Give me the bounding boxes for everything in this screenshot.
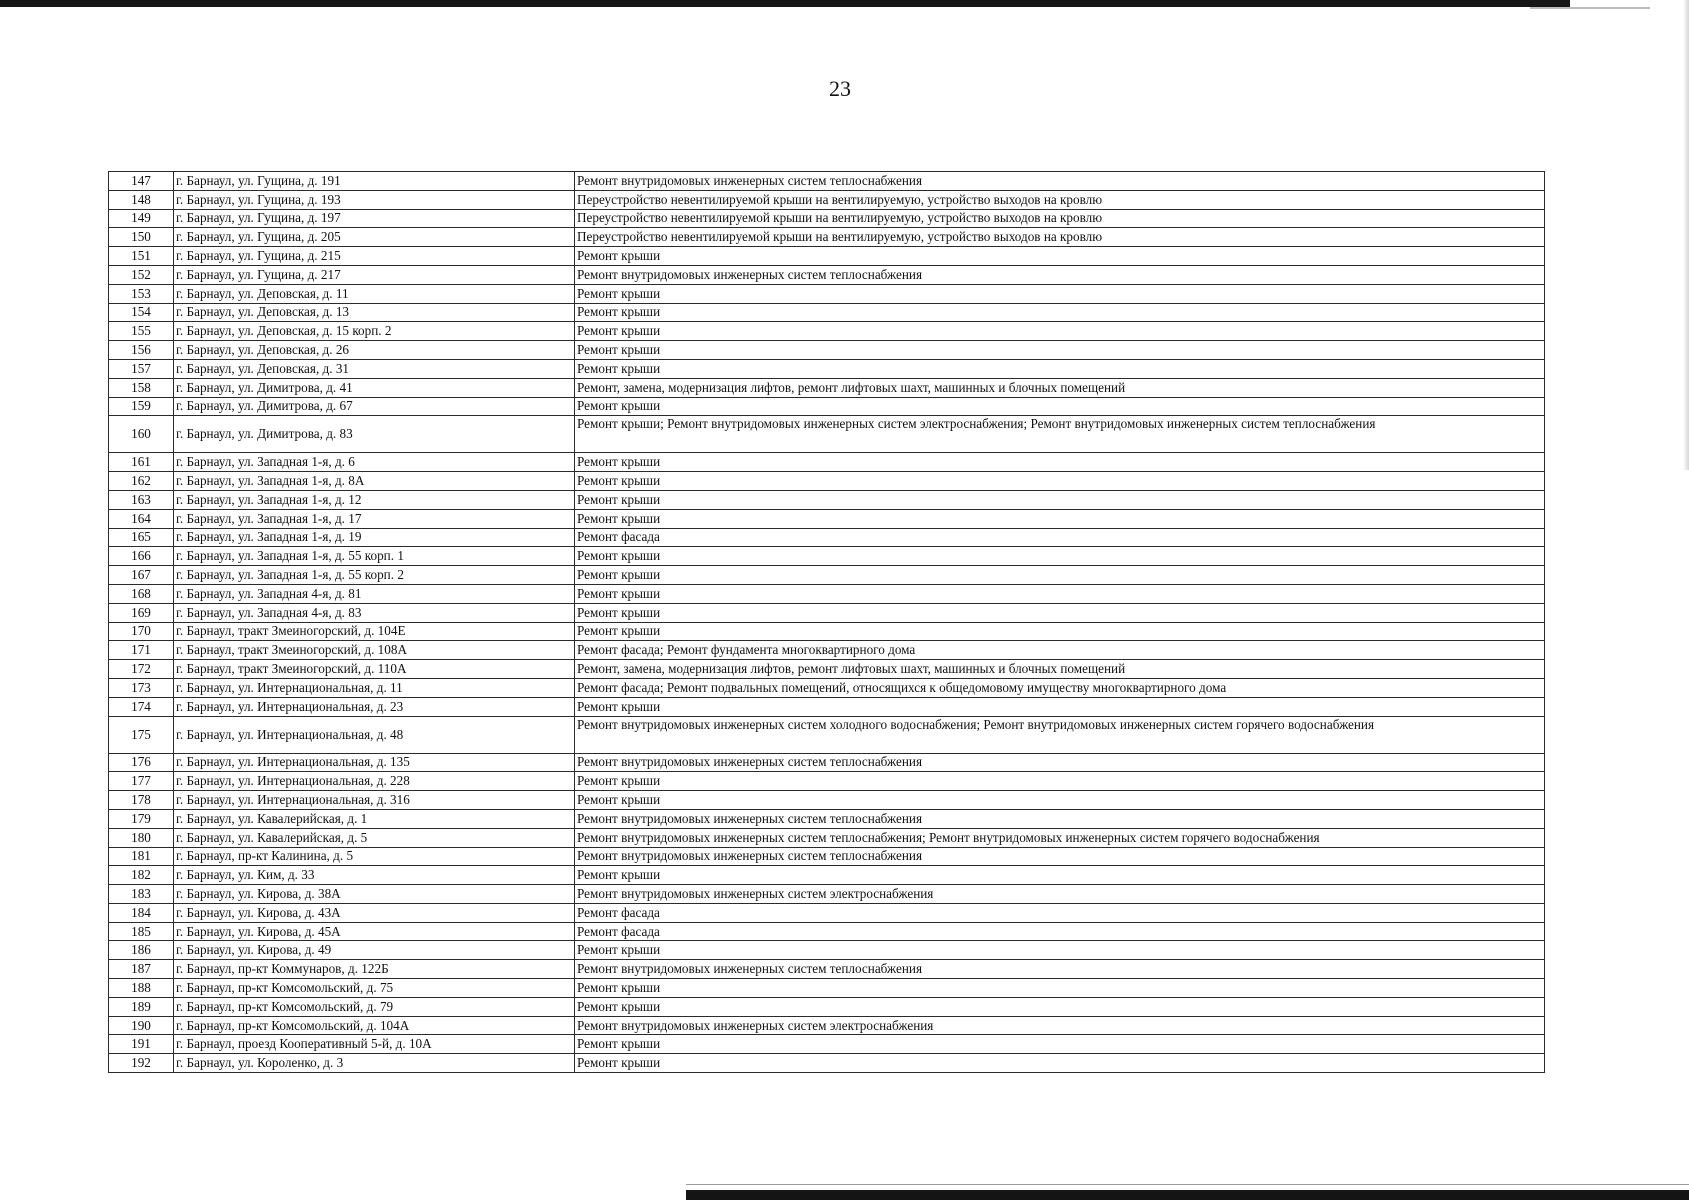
- row-number-cell: 176: [109, 753, 174, 772]
- work-type-cell: Ремонт фасада; Ремонт фундамента многоквартирного дома: [575, 641, 1545, 660]
- table-row: [109, 641, 1545, 660]
- registry-table-body: [109, 172, 1545, 1073]
- address-cell: г. Барнаул, ул. Кирова, д. 49: [174, 941, 575, 960]
- table-row: [109, 284, 1545, 303]
- row-number-cell: 152: [109, 265, 174, 284]
- table-row: [109, 190, 1545, 209]
- table-row: [109, 791, 1545, 810]
- table-row: [109, 903, 1545, 922]
- table-row: [109, 1054, 1545, 1073]
- row-number-cell: 168: [109, 584, 174, 603]
- address-cell: г. Барнаул, тракт Змеиногорский, д. 104Е: [174, 622, 575, 641]
- row-number-cell: 180: [109, 828, 174, 847]
- row-number-cell: 173: [109, 678, 174, 697]
- scan-edge-top-fade: [1530, 7, 1650, 9]
- address-cell: г. Барнаул, проезд Кооперативный 5-й, д. 10А: [174, 1035, 575, 1054]
- work-type-cell: Ремонт крыши: [575, 866, 1545, 885]
- address-cell: г. Барнаул, тракт Змеиногорский, д. 108А: [174, 641, 575, 660]
- row-number-cell: 167: [109, 566, 174, 585]
- table-row: [109, 341, 1545, 360]
- work-type-cell: Ремонт крыши: [575, 1035, 1545, 1054]
- row-number-cell: 164: [109, 509, 174, 528]
- work-type-cell: Ремонт крыши: [575, 284, 1545, 303]
- table-row: [109, 960, 1545, 979]
- table-row: [109, 359, 1545, 378]
- address-cell: г. Барнаул, ул. Гущина, д. 215: [174, 247, 575, 266]
- work-type-cell: Ремонт крыши; Ремонт внутридомовых инженерных систем электроснабжения; Ремонт внутридомовых инженерных систем теплоснабжения: [575, 416, 1545, 453]
- address-cell: г. Барнаул, ул. Деповская, д. 15 корп. 2: [174, 322, 575, 341]
- address-cell: г. Барнаул, ул. Западная 1-я, д. 55 корп. 1: [174, 547, 575, 566]
- address-cell: г. Барнаул, ул. Западная 1-я, д. 12: [174, 490, 575, 509]
- row-number-cell: 159: [109, 397, 174, 416]
- scan-edge-bottom: [686, 1190, 1689, 1200]
- table-row: [109, 490, 1545, 509]
- table-row: [109, 885, 1545, 904]
- address-cell: г. Барнаул, ул. Кавалерийская, д. 5: [174, 828, 575, 847]
- address-cell: г. Барнаул, ул. Западная 1-я, д. 6: [174, 453, 575, 472]
- work-type-cell: Ремонт крыши: [575, 247, 1545, 266]
- row-number-cell: 186: [109, 941, 174, 960]
- registry-table: [108, 171, 1545, 1073]
- table-row: [109, 866, 1545, 885]
- address-cell: г. Барнаул, ул. Западная 1-я, д. 17: [174, 509, 575, 528]
- table-row: [109, 753, 1545, 772]
- table-row: [109, 660, 1545, 679]
- address-cell: г. Барнаул, ул. Гущина, д. 205: [174, 228, 575, 247]
- work-type-cell: Ремонт внутридомовых инженерных систем теплоснабжения: [575, 172, 1545, 191]
- work-type-cell: Ремонт крыши: [575, 1054, 1545, 1073]
- table-row: [109, 528, 1545, 547]
- work-type-cell: Ремонт крыши: [575, 772, 1545, 791]
- work-type-cell: Ремонт фасада: [575, 922, 1545, 941]
- address-cell: г. Барнаул, ул. Интернациональная, д. 228: [174, 772, 575, 791]
- row-number-cell: 154: [109, 303, 174, 322]
- address-cell: г. Барнаул, ул. Деповская, д. 31: [174, 359, 575, 378]
- row-number-cell: 169: [109, 603, 174, 622]
- table-row: [109, 772, 1545, 791]
- row-number-cell: 177: [109, 772, 174, 791]
- row-number-cell: 172: [109, 660, 174, 679]
- row-number-cell: 174: [109, 697, 174, 716]
- row-number-cell: 179: [109, 809, 174, 828]
- address-cell: г. Барнаул, пр-кт Коммунаров, д. 122Б: [174, 960, 575, 979]
- address-cell: г. Барнаул, ул. Гущина, д. 193: [174, 190, 575, 209]
- address-cell: г. Барнаул, тракт Змеиногорский, д. 110А: [174, 660, 575, 679]
- work-type-cell: Ремонт крыши: [575, 697, 1545, 716]
- table-row: [109, 397, 1545, 416]
- table-row: [109, 828, 1545, 847]
- row-number-cell: 184: [109, 903, 174, 922]
- row-number-cell: 153: [109, 284, 174, 303]
- table-row: [109, 378, 1545, 397]
- work-type-cell: Ремонт внутридомовых инженерных систем электроснабжения: [575, 1016, 1545, 1035]
- table-row: [109, 809, 1545, 828]
- work-type-cell: Ремонт крыши: [575, 472, 1545, 491]
- row-number-cell: 151: [109, 247, 174, 266]
- row-number-cell: 161: [109, 453, 174, 472]
- work-type-cell: Ремонт крыши: [575, 791, 1545, 810]
- row-number-cell: 187: [109, 960, 174, 979]
- address-cell: г. Барнаул, ул. Западная 1-я, д. 55 корп. 2: [174, 566, 575, 585]
- address-cell: г. Барнаул, пр-кт Комсомольский, д. 75: [174, 979, 575, 998]
- table-row: [109, 603, 1545, 622]
- table-row: [109, 1016, 1545, 1035]
- row-number-cell: 190: [109, 1016, 174, 1035]
- work-type-cell: Ремонт крыши: [575, 341, 1545, 360]
- address-cell: г. Барнаул, пр-кт Калинина, д. 5: [174, 847, 575, 866]
- table-row: [109, 979, 1545, 998]
- address-cell: г. Барнаул, ул. Кирова, д. 43А: [174, 903, 575, 922]
- work-type-cell: Ремонт крыши: [575, 622, 1545, 641]
- address-cell: г. Барнаул, ул. Димитрова, д. 83: [174, 416, 575, 453]
- address-cell: г. Барнаул, ул. Интернациональная, д. 23: [174, 697, 575, 716]
- row-number-cell: 178: [109, 791, 174, 810]
- address-cell: г. Барнаул, ул. Интернациональная, д. 48: [174, 716, 575, 753]
- scan-edge-right: [1683, 0, 1689, 470]
- work-type-cell: Ремонт фасада: [575, 903, 1545, 922]
- row-number-cell: 183: [109, 885, 174, 904]
- table-row: [109, 453, 1545, 472]
- table-row: [109, 322, 1545, 341]
- address-cell: г. Барнаул, пр-кт Комсомольский, д. 104А: [174, 1016, 575, 1035]
- table-row: [109, 416, 1545, 453]
- row-number-cell: 166: [109, 547, 174, 566]
- address-cell: г. Барнаул, ул. Гущина, д. 191: [174, 172, 575, 191]
- row-number-cell: 170: [109, 622, 174, 641]
- table-row: [109, 622, 1545, 641]
- table-row: [109, 566, 1545, 585]
- row-number-cell: 148: [109, 190, 174, 209]
- address-cell: г. Барнаул, ул. Западная 4-я, д. 83: [174, 603, 575, 622]
- address-cell: г. Барнаул, ул. Кирова, д. 45А: [174, 922, 575, 941]
- row-number-cell: 162: [109, 472, 174, 491]
- address-cell: г. Барнаул, ул. Западная 1-я, д. 8А: [174, 472, 575, 491]
- address-cell: г. Барнаул, ул. Ким, д. 33: [174, 866, 575, 885]
- row-number-cell: 147: [109, 172, 174, 191]
- address-cell: г. Барнаул, ул. Деповская, д. 26: [174, 341, 575, 360]
- table-row: [109, 265, 1545, 284]
- row-number-cell: 188: [109, 979, 174, 998]
- work-type-cell: Ремонт крыши: [575, 584, 1545, 603]
- address-cell: г. Барнаул, ул. Западная 4-я, д. 81: [174, 584, 575, 603]
- address-cell: г. Барнаул, пр-кт Комсомольский, д. 79: [174, 997, 575, 1016]
- table-row: [109, 922, 1545, 941]
- work-type-cell: Ремонт крыши: [575, 397, 1545, 416]
- work-type-cell: Ремонт внутридомовых инженерных систем теплоснабжения: [575, 753, 1545, 772]
- table-row: [109, 247, 1545, 266]
- work-type-cell: Переустройство невентилируемой крыши на вентилируемую, устройство выходов на кровлю: [575, 228, 1545, 247]
- row-number-cell: 182: [109, 866, 174, 885]
- address-cell: г. Барнаул, ул. Кирова, д. 38А: [174, 885, 575, 904]
- table-row: [109, 172, 1545, 191]
- row-number-cell: 192: [109, 1054, 174, 1073]
- work-type-cell: Ремонт внутридомовых инженерных систем теплоснабжения; Ремонт внутридомовых инженерных систем горячего водоснабжения: [575, 828, 1545, 847]
- work-type-cell: Ремонт фасада; Ремонт подвальных помещений, относящихся к общедомовому имуществу многоквартирного дома: [575, 678, 1545, 697]
- work-type-cell: Ремонт крыши: [575, 997, 1545, 1016]
- table-row: [109, 997, 1545, 1016]
- work-type-cell: Ремонт крыши: [575, 490, 1545, 509]
- scan-edge-bottom-line: [686, 1184, 1689, 1185]
- work-type-cell: Ремонт крыши: [575, 322, 1545, 341]
- table-row: [109, 547, 1545, 566]
- work-type-cell: Ремонт внутридомовых инженерных систем теплоснабжения: [575, 265, 1545, 284]
- row-number-cell: 185: [109, 922, 174, 941]
- row-number-cell: 155: [109, 322, 174, 341]
- work-type-cell: Ремонт крыши: [575, 566, 1545, 585]
- work-type-cell: Ремонт внутридомовых инженерных систем электроснабжения: [575, 885, 1545, 904]
- work-type-cell: Ремонт внутридомовых инженерных систем теплоснабжения: [575, 809, 1545, 828]
- row-number-cell: 171: [109, 641, 174, 660]
- table-row: [109, 303, 1545, 322]
- work-type-cell: Ремонт внутридомовых инженерных систем холодного водоснабжения; Ремонт внутридомовых инженерных систем горячего водоснабжения: [575, 716, 1545, 753]
- page-number: 23: [829, 76, 851, 101]
- table-row: [109, 847, 1545, 866]
- address-cell: г. Барнаул, ул. Западная 1-я, д. 19: [174, 528, 575, 547]
- row-number-cell: 158: [109, 378, 174, 397]
- address-cell: г. Барнаул, ул. Кавалерийская, д. 1: [174, 809, 575, 828]
- work-type-cell: Ремонт крыши: [575, 509, 1545, 528]
- row-number-cell: 156: [109, 341, 174, 360]
- table-row: [109, 209, 1545, 228]
- table-row: [109, 228, 1545, 247]
- work-type-cell: Ремонт, замена, модернизация лифтов, ремонт лифтовых шахт, машинных и блочных помещений: [575, 378, 1545, 397]
- address-cell: г. Барнаул, ул. Интернациональная, д. 135: [174, 753, 575, 772]
- row-number-cell: 163: [109, 490, 174, 509]
- row-number-cell: 175: [109, 716, 174, 753]
- work-type-cell: Ремонт, замена, модернизация лифтов, ремонт лифтовых шахт, машинных и блочных помещений: [575, 660, 1545, 679]
- row-number-cell: 157: [109, 359, 174, 378]
- work-type-cell: Ремонт внутридомовых инженерных систем теплоснабжения: [575, 847, 1545, 866]
- row-number-cell: 150: [109, 228, 174, 247]
- address-cell: г. Барнаул, ул. Димитрова, д. 67: [174, 397, 575, 416]
- work-type-cell: Ремонт крыши: [575, 603, 1545, 622]
- address-cell: г. Барнаул, ул. Димитрова, д. 41: [174, 378, 575, 397]
- address-cell: г. Барнаул, ул. Гущина, д. 217: [174, 265, 575, 284]
- scan-edge-top: [0, 0, 1570, 7]
- work-type-cell: Переустройство невентилируемой крыши на вентилируемую, устройство выходов на кровлю: [575, 209, 1545, 228]
- table-row: [109, 941, 1545, 960]
- row-number-cell: 165: [109, 528, 174, 547]
- work-type-cell: Переустройство невентилируемой крыши на вентилируемую, устройство выходов на кровлю: [575, 190, 1545, 209]
- address-cell: г. Барнаул, ул. Деповская, д. 11: [174, 284, 575, 303]
- work-type-cell: Ремонт крыши: [575, 359, 1545, 378]
- work-type-cell: Ремонт фасада: [575, 528, 1545, 547]
- table-row: [109, 678, 1545, 697]
- row-number-cell: 189: [109, 997, 174, 1016]
- row-number-cell: 160: [109, 416, 174, 453]
- address-cell: г. Барнаул, ул. Интернациональная, д. 11: [174, 678, 575, 697]
- address-cell: г. Барнаул, ул. Гущина, д. 197: [174, 209, 575, 228]
- work-type-cell: Ремонт крыши: [575, 979, 1545, 998]
- row-number-cell: 149: [109, 209, 174, 228]
- work-type-cell: Ремонт крыши: [575, 303, 1545, 322]
- table-row: [109, 716, 1545, 753]
- row-number-cell: 191: [109, 1035, 174, 1054]
- work-type-cell: Ремонт крыши: [575, 941, 1545, 960]
- table-row: [109, 472, 1545, 491]
- work-type-cell: Ремонт внутридомовых инженерных систем теплоснабжения: [575, 960, 1545, 979]
- work-type-cell: Ремонт крыши: [575, 547, 1545, 566]
- table-row: [109, 697, 1545, 716]
- address-cell: г. Барнаул, ул. Деповская, д. 13: [174, 303, 575, 322]
- table-row: [109, 584, 1545, 603]
- row-number-cell: 181: [109, 847, 174, 866]
- table-row: [109, 1035, 1545, 1054]
- table-row: [109, 509, 1545, 528]
- address-cell: г. Барнаул, ул. Интернациональная, д. 316: [174, 791, 575, 810]
- address-cell: г. Барнаул, ул. Короленко, д. 3: [174, 1054, 575, 1073]
- work-type-cell: Ремонт крыши: [575, 453, 1545, 472]
